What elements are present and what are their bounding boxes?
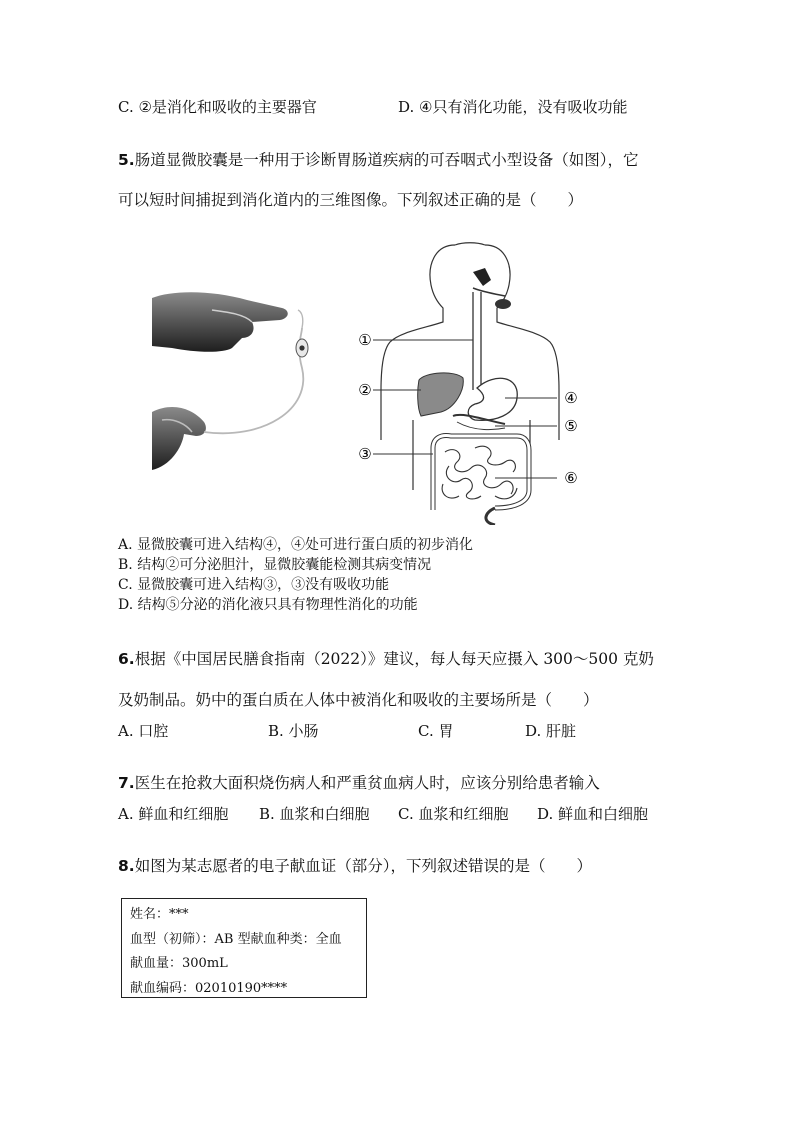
blood-donation-card [121, 898, 367, 998]
capsule-device-photo [152, 290, 320, 472]
q6-option-d: D. 肝脏 [525, 722, 577, 740]
q7-option-a: A. 鲜血和红细胞 [118, 805, 229, 823]
digestive-system-diagram [345, 240, 590, 525]
diagram-label-3: ③ [358, 445, 372, 463]
q5-number: 5. [118, 151, 135, 169]
q4-option-c: C. ②是消化和吸收的主要器官 [118, 98, 317, 116]
q5-stem-line2: 可以短时间捕捉到消化道内的三维图像。下列叙述正确的是（ ） [118, 191, 584, 209]
q8-number: 8. [118, 857, 135, 875]
q7-option-c: C. 血浆和红细胞 [398, 805, 509, 823]
q8-stem-text: 如图为某志愿者的电子献血证（部分），下列叙述错误的是（ ） [134, 857, 592, 875]
q4-option-d: D. ④只有消化功能，没有吸收功能 [398, 98, 628, 116]
q5-option-a: A. 显微胶囊可进入结构④，④处可进行蛋白质的初步消化 [118, 537, 474, 553]
q6-stem-line1 [118, 649, 654, 669]
q5-option-d: D. 结构⑤分泌的消化液只具有物理性消化的功能 [118, 597, 418, 613]
q5-stem-line1 [118, 150, 638, 170]
card-volume-row: 献血量：300mL [130, 956, 228, 971]
q6-number: 6. [118, 650, 135, 668]
q6-option-a: A. 口腔 [118, 722, 169, 740]
q8-stem [118, 856, 592, 876]
card-code-row: 献血编码：02010190**** [130, 980, 288, 996]
diagram-label-2: ② [358, 381, 372, 399]
card-name-row: 姓名：*** [130, 907, 189, 922]
q6-stem-text1: 根据《中国居民膳食指南（2022）》建议，每人每天应摄入 300～500 克奶 [134, 650, 654, 668]
diagram-label-5: ⑤ [564, 417, 578, 435]
q7-stem [118, 773, 600, 793]
q6-option-b: B. 小肠 [268, 722, 319, 740]
q6-stem-line2: 及奶制品。奶中的蛋白质在人体中被消化和吸收的主要场所是（ ） [118, 691, 599, 709]
q7-number: 7. [118, 774, 135, 792]
diagram-label-6: ⑥ [564, 469, 578, 487]
card-blood-type-row: 血型（初筛）：AB 型献血种类：全血 [130, 931, 342, 947]
q7-stem-text: 医生在抢救大面积烧伤病人和严重贫血病人时，应该分别给患者输入 [134, 774, 600, 792]
q6-option-c: C. 胃 [418, 722, 454, 740]
diagram-label-4: ④ [564, 389, 578, 407]
diagram-label-1: ① [358, 331, 372, 349]
q5-option-c: C. 显微胶囊可进入结构③，③没有吸收功能 [118, 577, 390, 593]
q5-stem-text1: 肠道显微胶囊是一种用于诊断胃肠道疾病的可吞咽式小型设备（如图），它 [134, 151, 639, 169]
q7-option-d: D. 鲜血和白细胞 [537, 805, 649, 823]
q5-option-b: B. 结构②可分泌胆汁，显微胶囊能检测其病变情况 [118, 557, 432, 573]
q7-option-b: B. 血浆和白细胞 [259, 805, 370, 823]
